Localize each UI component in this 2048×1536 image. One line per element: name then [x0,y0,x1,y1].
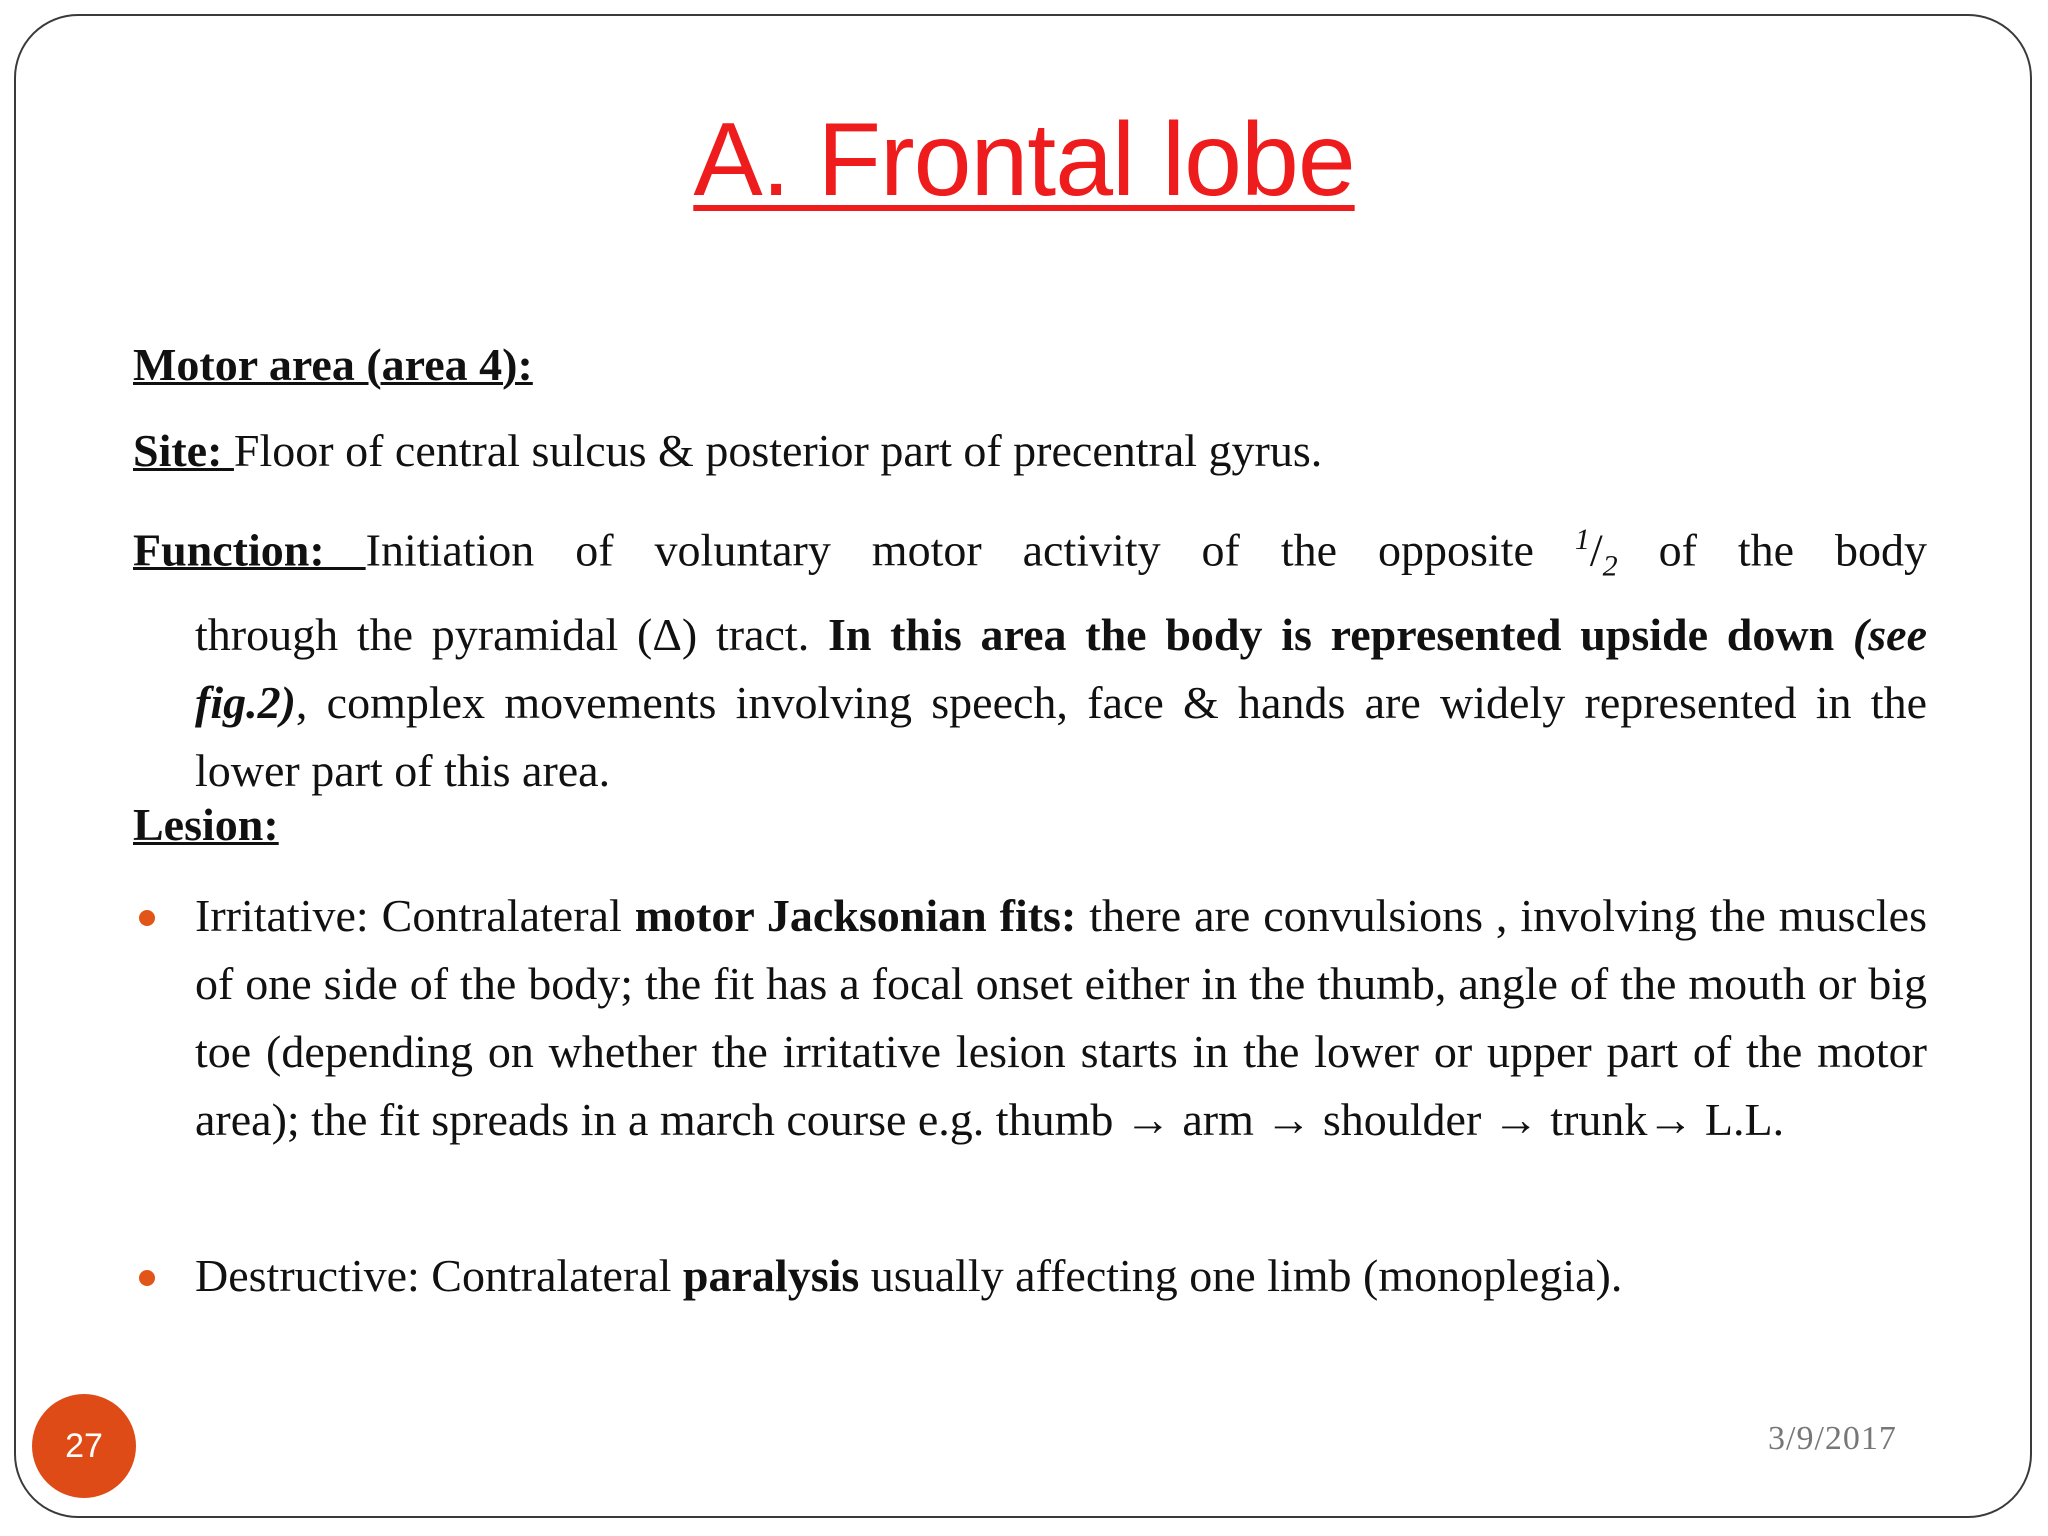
function-figure-ref: (see fig.2) [195,608,1927,728]
function-line1-pre: Initiation of voluntary motor activity of the opposite [365,524,1575,576]
bullet-irritative-post: there are convulsions , involving the muscles of one side of the body; the fit has a focal onset either in the thumb, angle of the mouth or big toe (depending on whether the irritative lesion starts in the lower or upper part of the motor area); the fit spreads in a march course e.g. thumb → arm → shoulder → trunk→ L.L. [195,890,1927,1145]
slide-date: 3/9/2017 [1768,1420,1897,1457]
bullet-destructive-pre: Destructive: Contralateral [195,1250,683,1301]
function-line2-pre: through the pyramidal (Δ) tract. [195,608,828,660]
bullet-destructive-post: usually affecting one limb (monoplegia). [859,1250,1623,1301]
slide-number-badge: 27 [32,1394,136,1498]
function-rest: , complex movements involving speech, face & hands are widely represented in the lower part of this area. [195,676,1927,796]
function-line1-post: of the body [1617,524,1928,576]
function-paragraph [133,506,1927,805]
function-continuation [133,601,1927,805]
fraction-denominator: 2 [1602,549,1618,583]
bullet-dot-icon [139,1270,155,1286]
bullet-irritative-text [195,882,1927,1154]
fraction-numerator: 1 [1574,523,1590,556]
bullet-irritative-bold: motor Jacksonian fits: [634,890,1077,941]
title-text: A. Frontal lobe [693,102,1355,218]
bullet-irritative [133,882,1927,1154]
motor-area-heading: Motor area (area 4): [133,339,533,390]
lesion-heading: Lesion: [133,799,279,850]
function-label: Function: [133,524,366,576]
bullet-irritative-pre: Irritative: Contralateral [195,890,635,941]
site-line [133,424,1927,477]
bullet-destructive [133,1242,1927,1310]
site-label: Site: [133,425,234,476]
bullet-destructive-bold: paralysis [682,1250,860,1301]
function-bold-text: In this area the body is represented upside down [827,608,1835,660]
bullet-dot-icon [139,910,155,926]
fraction-separator: / [1589,524,1603,576]
slide-title [0,100,2048,220]
bullet-destructive-text [195,1242,1927,1310]
site-text: Floor of central sulcus & posterior part of precentral gyrus. [233,425,1323,476]
function-first-line [133,506,1927,601]
